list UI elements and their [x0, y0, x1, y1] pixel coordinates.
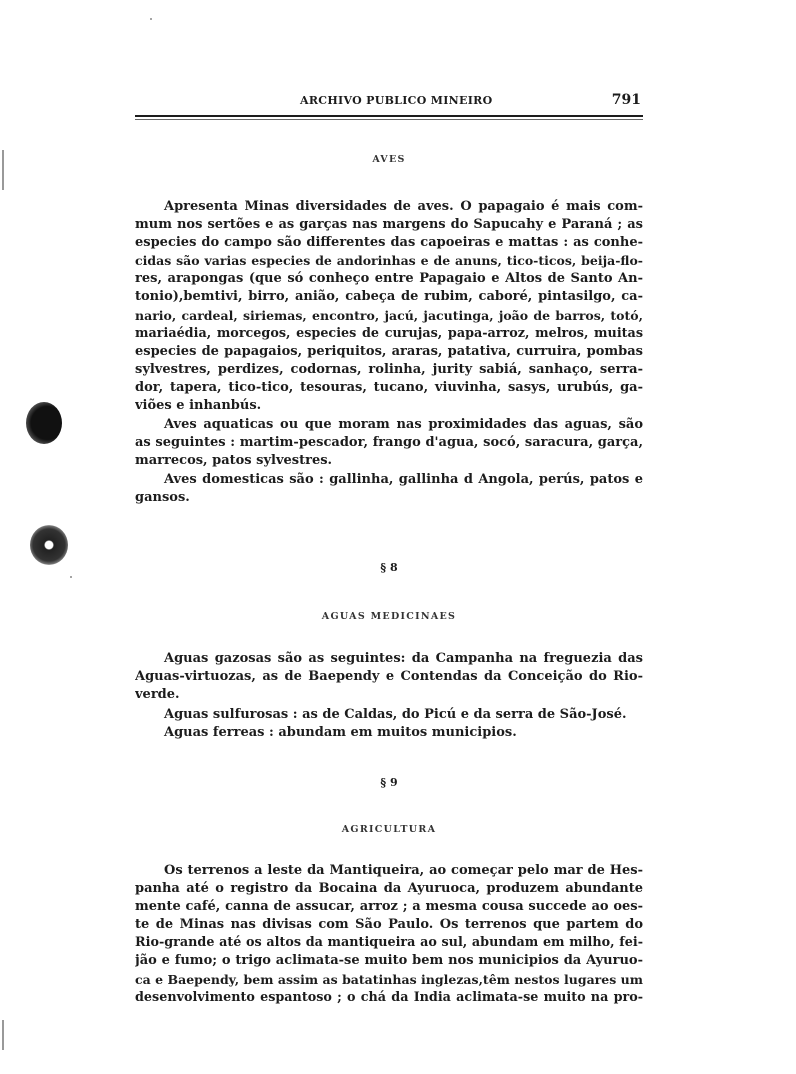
paragraph-agricultura-1	[135, 862, 643, 1007]
text-line: dor, tapera, tico-tico, tesouras, tucano, viuvinha, sasys, urubús, ga-	[135, 379, 643, 395]
text-line: especies de papagaios, periquitos, araras, patativa, curruira, pombas	[135, 343, 643, 359]
text-line: nario, cardeal, siriemas, encontro, jacú, jacutinga, joão de barros, totó,	[135, 307, 643, 323]
text-line: mariaédia, morcegos, especies de curujas, papa-arroz, melros, muitas	[135, 325, 643, 341]
text-line: Rio-grande até os altos da mantiqueira ao sul, abundam em milho, fei-	[135, 935, 643, 951]
paragraph-aguas-2	[135, 706, 643, 724]
text-line: Aguas ferreas : abundam em muitos municipios.	[164, 725, 517, 740]
text-line: Aves aquaticas ou que moram nas proximidades das aguas, são	[164, 417, 643, 432]
section-heading-aves: AVES	[372, 154, 406, 165]
page-header	[135, 92, 643, 114]
section-heading-aguas: AGUAS MEDICINAES	[321, 611, 457, 622]
text-line: mum nos sertões e as garças nas margens do Sapucahy e Paraná ; as	[135, 217, 643, 233]
ink-blot	[30, 525, 68, 565]
text-line: especies do campo são differentes das capoeiras e mattas : as conhe-	[135, 235, 643, 251]
text-line: tonio),bemtivi, birro, anião, cabeça de rubim, caboré, pintasilgo, ca-	[135, 289, 643, 305]
scan-edge	[2, 150, 4, 190]
text-line: Apresenta Minas diversidades de aves. O papagaio é mais com-	[164, 199, 643, 214]
paper-speck	[70, 576, 72, 578]
paragraph-aves-3	[135, 471, 643, 507]
paragraph-aguas-1	[135, 650, 643, 704]
text-line: viões e inhanbús.	[135, 398, 262, 414]
text-line: Os terrenos a leste da Mantiqueira, ao começar pelo mar de Hes-	[164, 863, 643, 878]
text-line: gansos.	[135, 490, 190, 506]
text-line: res, arapongas (que só conheço entre Papagaio e Altos de Santo An-	[135, 271, 643, 287]
text-line: mente café, canna de assucar, arroz ; a mesma cousa succede ao oes-	[135, 899, 643, 915]
text-line: as seguintes : martim-pescador, frango d'agua, socó, saracura, garça,	[135, 435, 643, 451]
scan-edge	[2, 1020, 4, 1050]
text-line: sylvestres, perdizes, codornas, rolinha, jurity sabiá, sanhaço, serra-	[135, 361, 643, 377]
header-rule	[135, 119, 643, 120]
header-rule	[135, 115, 643, 117]
text-line: cidas são varias especies de andorinhas e de anuns, tico-ticos, beija-flo-	[135, 253, 643, 269]
paragraph-aves-2	[135, 416, 643, 470]
text-line: te de Minas nas divisas com São Paulo. Os terrenos que partem do	[135, 917, 643, 933]
paper-speck	[150, 18, 152, 20]
text-line: jão e fumo; o trigo aclimata-se muito bem nos municipios da Ayuruo-	[135, 953, 643, 969]
running-title: ARCHIVO PUBLICO MINEIRO	[300, 94, 493, 107]
text-line: marrecos, patos sylvestres.	[135, 453, 333, 469]
text-line: verde.	[135, 687, 180, 703]
section-number-8: § 8	[380, 561, 398, 574]
page-number: 791	[611, 92, 641, 108]
text-line: desenvolvimento espantoso ; o chá da India aclimata-se muito na pro-	[135, 989, 643, 1005]
text-line: Aguas sulfurosas : as de Caldas, do Picú e da serra de São-José.	[164, 707, 627, 722]
paragraph-aguas-3	[135, 724, 643, 742]
text-line: Aguas-virtuozas, as de Baependy e Contendas da Conceição do Rio-	[135, 669, 643, 685]
paragraph-aves-1	[135, 198, 643, 415]
section-heading-agricultura: AGRICULTURA	[341, 824, 437, 835]
text-line: ca e Baependy, bem assim as batatinhas inglezas,têm nestos lugares um	[135, 971, 643, 987]
text-line: Aguas gazosas são as seguintes: da Campanha na freguezia das	[164, 651, 643, 666]
text-line: panha até o registro da Bocaina da Ayuruoca, produzem abundante	[135, 881, 643, 897]
section-number-9: § 9	[380, 776, 398, 789]
ink-blot	[26, 402, 62, 444]
text-line: Aves domesticas são : gallinha, gallinha d Angola, perús, patos e	[164, 472, 643, 487]
